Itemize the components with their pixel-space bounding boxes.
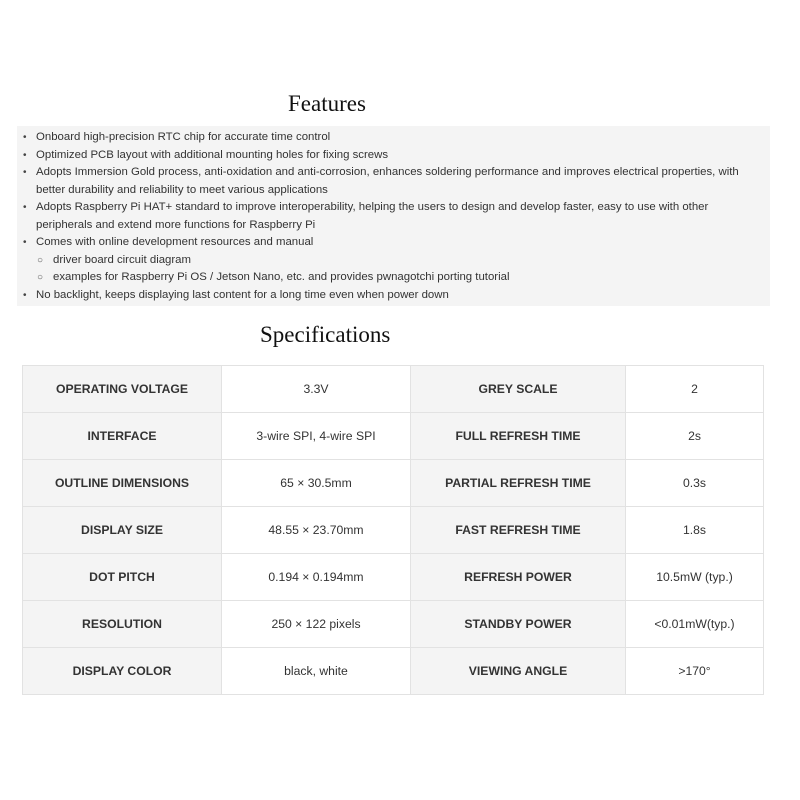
feature-text: Onboard high-precision RTC chip for accurate time control — [36, 131, 331, 143]
table-row — [23, 507, 764, 554]
specifications-table — [22, 365, 764, 695]
spec-value: >170° — [626, 648, 764, 695]
feature-subitem — [23, 269, 762, 287]
spec-value: 3-wire SPI, 4-wire SPI — [222, 413, 411, 460]
spec-label: GREY SCALE — [411, 366, 626, 413]
spec-value: 10.5mW (typ.) — [626, 554, 764, 601]
feature-subitem — [23, 252, 762, 270]
feature-item — [23, 164, 762, 199]
spec-value: 65 × 30.5mm — [222, 460, 411, 507]
table-row — [23, 366, 764, 413]
spec-label: REFRESH POWER — [411, 554, 626, 601]
table-row — [23, 460, 764, 507]
table-row — [23, 601, 764, 648]
spec-label: DISPLAY SIZE — [23, 507, 222, 554]
feature-subitem-text: driver board circuit diagram — [53, 253, 192, 266]
spec-value: 2s — [626, 413, 764, 460]
spec-value: 1.8s — [626, 507, 764, 554]
features-heading: Features — [288, 91, 366, 116]
bullet-icon: • — [23, 132, 27, 143]
feature-text: Adopts Raspberry Pi HAT+ standard to improve interoperability, helping the users to design and develop faster, easy to use with other peripherals and extend more functions for Raspberry Pi — [36, 201, 709, 231]
spec-value: 2 — [626, 366, 764, 413]
circle-bullet-icon: ○ — [37, 254, 44, 266]
feature-item — [23, 129, 762, 147]
feature-text: Optimized PCB layout with additional mounting holes for fixing screws — [36, 148, 389, 161]
specifications-heading: Specifications — [260, 322, 391, 347]
bullet-icon: • — [23, 237, 27, 248]
table-row — [23, 648, 764, 695]
spec-label: INTERFACE — [23, 413, 222, 460]
feature-item — [23, 147, 762, 165]
bullet-icon: • — [23, 149, 27, 161]
spec-label: OUTLINE DIMENSIONS — [23, 460, 222, 507]
spec-label: FAST REFRESH TIME — [411, 507, 626, 554]
bullet-icon: • — [23, 167, 27, 178]
spec-label: PARTIAL REFRESH TIME — [411, 460, 626, 507]
feature-text: No backlight, keeps displaying last content for a long time even when power down — [36, 288, 449, 301]
table-row — [23, 554, 764, 601]
spec-value: 0.194 × 0.194mm — [222, 554, 411, 601]
feature-item — [23, 234, 762, 252]
spec-label: DOT PITCH — [23, 554, 222, 601]
spec-value: 3.3V — [222, 366, 411, 413]
spec-value: black, white — [222, 648, 411, 695]
feature-item — [23, 199, 762, 234]
spec-value: 0.3s — [626, 460, 764, 507]
circle-bullet-icon: ○ — [37, 272, 44, 283]
bullet-icon: • — [23, 202, 27, 213]
feature-subitem-text: examples for Raspberry Pi OS / Jetson Nano, etc. and provides pwnagotchi porting tutorial — [53, 271, 510, 283]
feature-item — [23, 287, 762, 305]
feature-text: Adopts Immersion Gold process, anti-oxidation and anti-corrosion, enhances soldering performance and improves electrical properties, with better durability and reliability to meet various applications — [36, 166, 739, 196]
spec-label: DISPLAY COLOR — [23, 648, 222, 695]
spec-label: RESOLUTION — [23, 601, 222, 648]
spec-label: STANDBY POWER — [411, 601, 626, 648]
spec-label: OPERATING VOLTAGE — [23, 366, 222, 413]
spec-label: VIEWING ANGLE — [411, 648, 626, 695]
features-list — [17, 126, 770, 306]
spec-value: <0.01mW(typ.) — [626, 601, 764, 648]
spec-label: FULL REFRESH TIME — [411, 413, 626, 460]
feature-text: Comes with online development resources and manual — [36, 236, 314, 248]
bullet-icon: • — [23, 289, 27, 301]
table-row — [23, 413, 764, 460]
spec-value: 48.55 × 23.70mm — [222, 507, 411, 554]
spec-value: 250 × 122 pixels — [222, 601, 411, 648]
